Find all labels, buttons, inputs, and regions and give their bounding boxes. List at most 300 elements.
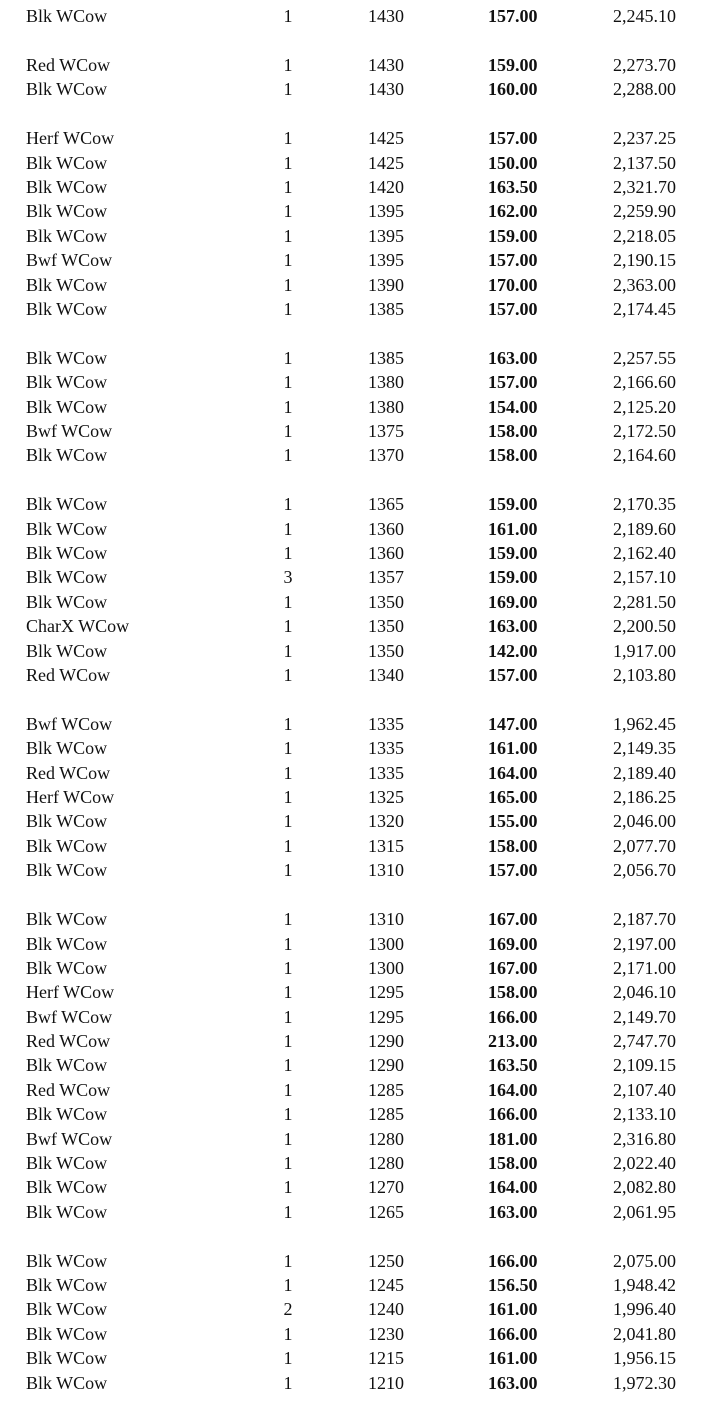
cattle-type: Blk WCow xyxy=(26,567,108,588)
table-row xyxy=(0,517,702,541)
weight: 1385 xyxy=(368,347,404,368)
price-per-cwt: 157.00 xyxy=(488,128,538,149)
sale-group xyxy=(0,712,702,883)
sale-group xyxy=(0,126,702,321)
weight: 1280 xyxy=(368,1128,404,1149)
weight: 1430 xyxy=(368,54,404,75)
weight: 1280 xyxy=(368,1153,404,1174)
head-count: 1 xyxy=(283,787,293,808)
cattle-type: Blk WCow xyxy=(26,1348,108,1369)
table-row xyxy=(0,834,702,858)
price-per-cwt: 163.50 xyxy=(488,176,538,197)
table-row xyxy=(0,77,702,101)
cattle-type: Blk WCow xyxy=(26,6,108,26)
weight: 1425 xyxy=(368,128,404,149)
head-count: 1 xyxy=(283,445,293,466)
cattle-type: Herf WCow xyxy=(26,982,115,1003)
table-row xyxy=(0,541,702,565)
total-amount: 2,103.80 xyxy=(613,664,676,685)
total-amount: 2,041.80 xyxy=(613,1323,676,1344)
cattle-type: Blk WCow xyxy=(26,1250,108,1271)
head-count: 1 xyxy=(283,860,293,881)
cattle-type: Blk WCow xyxy=(26,591,108,612)
table-row xyxy=(0,53,702,77)
total-amount: 1,956.15 xyxy=(613,1348,676,1369)
cattle-type: Bwf WCow xyxy=(26,1128,113,1149)
table-row xyxy=(0,1053,702,1077)
cattle-type: Blk WCow xyxy=(26,640,108,661)
total-amount: 2,077.70 xyxy=(613,835,676,856)
table-row xyxy=(0,395,702,419)
cattle-type: Red WCow xyxy=(26,1031,111,1052)
total-amount: 2,157.10 xyxy=(613,567,676,588)
price-per-cwt: 161.00 xyxy=(488,518,538,539)
sale-group xyxy=(0,53,702,102)
weight: 1250 xyxy=(368,1250,404,1271)
head-count: 1 xyxy=(283,762,293,783)
weight: 1365 xyxy=(368,494,404,515)
total-amount: 2,166.60 xyxy=(613,372,676,393)
price-per-cwt: 181.00 xyxy=(488,1128,538,1149)
table-row xyxy=(0,419,702,443)
weight: 1245 xyxy=(368,1275,404,1296)
total-amount: 1,948.42 xyxy=(613,1275,676,1296)
weight: 1395 xyxy=(368,250,404,271)
table-row xyxy=(0,980,702,1004)
price-per-cwt: 164.00 xyxy=(488,1079,538,1100)
weight: 1215 xyxy=(368,1348,404,1369)
head-count: 1 xyxy=(283,1128,293,1149)
head-count: 1 xyxy=(283,811,293,832)
table-row xyxy=(0,1102,702,1126)
weight: 1265 xyxy=(368,1201,404,1222)
weight: 1360 xyxy=(368,543,404,564)
weight: 1290 xyxy=(368,1055,404,1076)
table-row xyxy=(0,761,702,785)
head-count: 1 xyxy=(283,420,293,441)
total-amount: 2,747.70 xyxy=(613,1031,676,1052)
weight: 1340 xyxy=(368,664,404,685)
cattle-type: Blk WCow xyxy=(26,372,108,393)
weight: 1425 xyxy=(368,152,404,173)
head-count: 1 xyxy=(283,152,293,173)
table-row xyxy=(0,297,702,321)
total-amount: 2,321.70 xyxy=(613,176,676,197)
cattle-type: Red WCow xyxy=(26,1079,111,1100)
cattle-type: Blk WCow xyxy=(26,835,108,856)
price-per-cwt: 162.00 xyxy=(488,201,538,222)
cattle-type: Blk WCow xyxy=(26,1372,108,1393)
table-row xyxy=(0,4,702,28)
total-amount: 2,257.55 xyxy=(613,347,676,368)
table-row xyxy=(0,370,702,394)
head-count: 1 xyxy=(283,1348,293,1369)
table-row xyxy=(0,590,702,614)
table-row xyxy=(0,932,702,956)
total-amount: 2,197.00 xyxy=(613,933,676,954)
head-count: 1 xyxy=(283,640,293,661)
price-per-cwt: 159.00 xyxy=(488,494,538,515)
total-amount: 2,061.95 xyxy=(613,1201,676,1222)
price-per-cwt: 163.00 xyxy=(488,347,538,368)
cattle-type: CharX WCow xyxy=(26,616,130,637)
head-count: 1 xyxy=(283,616,293,637)
cattle-type: Blk WCow xyxy=(26,494,108,515)
head-count: 1 xyxy=(283,396,293,417)
weight: 1370 xyxy=(368,445,404,466)
table-row xyxy=(0,1249,702,1273)
cattle-type: Blk WCow xyxy=(26,274,108,295)
total-amount: 2,189.60 xyxy=(613,518,676,539)
total-amount: 2,107.40 xyxy=(613,1079,676,1100)
head-count: 1 xyxy=(283,1372,293,1393)
price-per-cwt: 169.00 xyxy=(488,591,538,612)
weight: 1350 xyxy=(368,640,404,661)
table-row xyxy=(0,1200,702,1224)
price-per-cwt: 158.00 xyxy=(488,1153,538,1174)
price-per-cwt: 161.00 xyxy=(488,1299,538,1320)
head-count: 1 xyxy=(283,54,293,75)
sale-group xyxy=(0,4,702,28)
head-count: 1 xyxy=(283,176,293,197)
price-per-cwt: 160.00 xyxy=(488,79,538,100)
cattle-type: Herf WCow xyxy=(26,787,115,808)
cattle-type: Blk WCow xyxy=(26,1275,108,1296)
cattle-type: Blk WCow xyxy=(26,201,108,222)
cattle-type: Blk WCow xyxy=(26,1153,108,1174)
cattle-type: Blk WCow xyxy=(26,298,108,319)
table-row xyxy=(0,1005,702,1029)
head-count: 3 xyxy=(283,567,293,588)
weight: 1360 xyxy=(368,518,404,539)
price-per-cwt: 156.50 xyxy=(488,1275,538,1296)
price-per-cwt: 213.00 xyxy=(488,1031,538,1052)
weight: 1430 xyxy=(368,6,404,26)
total-amount: 2,189.40 xyxy=(613,762,676,783)
head-count: 1 xyxy=(283,543,293,564)
cattle-type: Blk WCow xyxy=(26,176,108,197)
table-row xyxy=(0,565,702,589)
price-per-cwt: 158.00 xyxy=(488,835,538,856)
price-per-cwt: 164.00 xyxy=(488,1177,538,1198)
price-per-cwt: 157.00 xyxy=(488,6,538,26)
price-per-cwt: 142.00 xyxy=(488,640,538,661)
total-amount: 2,171.00 xyxy=(613,957,676,978)
total-amount: 2,288.00 xyxy=(613,79,676,100)
sale-group xyxy=(0,907,702,1224)
price-per-cwt: 159.00 xyxy=(488,567,538,588)
cattle-type: Blk WCow xyxy=(26,957,108,978)
sale-group xyxy=(0,1249,702,1395)
table-row xyxy=(0,614,702,638)
head-count: 1 xyxy=(283,1006,293,1027)
cattle-type: Blk WCow xyxy=(26,933,108,954)
price-per-cwt: 169.00 xyxy=(488,933,538,954)
total-amount: 2,170.35 xyxy=(613,494,676,515)
table-row xyxy=(0,712,702,736)
weight: 1390 xyxy=(368,274,404,295)
total-amount: 2,190.15 xyxy=(613,250,676,271)
table-row xyxy=(0,492,702,516)
weight: 1350 xyxy=(368,591,404,612)
weight: 1380 xyxy=(368,372,404,393)
cattle-type: Red WCow xyxy=(26,762,111,783)
price-per-cwt: 166.00 xyxy=(488,1250,538,1271)
table-row xyxy=(0,224,702,248)
total-amount: 1,917.00 xyxy=(613,640,676,661)
total-amount: 2,164.60 xyxy=(613,445,676,466)
head-count: 1 xyxy=(283,738,293,759)
head-count: 1 xyxy=(283,201,293,222)
price-per-cwt: 170.00 xyxy=(488,274,538,295)
table-row xyxy=(0,663,702,687)
head-count: 1 xyxy=(283,6,293,26)
head-count: 1 xyxy=(283,933,293,954)
cattle-type: Bwf WCow xyxy=(26,250,113,271)
price-per-cwt: 165.00 xyxy=(488,787,538,808)
head-count: 1 xyxy=(283,1031,293,1052)
head-count: 1 xyxy=(283,225,293,246)
weight: 1295 xyxy=(368,1006,404,1027)
cattle-type: Blk WCow xyxy=(26,79,108,100)
cattle-type: Blk WCow xyxy=(26,1201,108,1222)
total-amount: 2,237.25 xyxy=(613,128,676,149)
cattle-type: Blk WCow xyxy=(26,1323,108,1344)
cattle-type: Blk WCow xyxy=(26,1055,108,1076)
total-amount: 2,046.10 xyxy=(613,982,676,1003)
price-per-cwt: 147.00 xyxy=(488,713,538,734)
total-amount: 2,186.25 xyxy=(613,787,676,808)
head-count: 1 xyxy=(283,298,293,319)
head-count: 1 xyxy=(283,128,293,149)
weight: 1310 xyxy=(368,860,404,881)
head-count: 1 xyxy=(283,347,293,368)
cattle-type: Blk WCow xyxy=(26,152,108,173)
total-amount: 2,125.20 xyxy=(613,396,676,417)
total-amount: 2,218.05 xyxy=(613,225,676,246)
head-count: 1 xyxy=(283,1201,293,1222)
head-count: 1 xyxy=(283,664,293,685)
head-count: 1 xyxy=(283,372,293,393)
table-row xyxy=(0,126,702,150)
cattle-type: Herf WCow xyxy=(26,128,115,149)
cattle-type: Blk WCow xyxy=(26,1299,108,1320)
cattle-type: Blk WCow xyxy=(26,860,108,881)
table-row xyxy=(0,858,702,882)
total-amount: 2,162.40 xyxy=(613,543,676,564)
head-count: 1 xyxy=(283,1323,293,1344)
weight: 1230 xyxy=(368,1323,404,1344)
total-amount: 2,245.10 xyxy=(613,6,676,26)
table-row xyxy=(0,1297,702,1321)
head-count: 1 xyxy=(283,957,293,978)
table-row xyxy=(0,907,702,931)
head-count: 2 xyxy=(283,1299,293,1320)
head-count: 1 xyxy=(283,835,293,856)
table-row xyxy=(0,151,702,175)
weight: 1285 xyxy=(368,1104,404,1125)
price-per-cwt: 159.00 xyxy=(488,54,538,75)
price-per-cwt: 163.50 xyxy=(488,1055,538,1076)
price-per-cwt: 150.00 xyxy=(488,152,538,173)
head-count: 1 xyxy=(283,713,293,734)
cattle-type: Blk WCow xyxy=(26,811,108,832)
total-amount: 2,133.10 xyxy=(613,1104,676,1125)
table-row xyxy=(0,346,702,370)
cattle-type: Blk WCow xyxy=(26,1177,108,1198)
total-amount: 2,273.70 xyxy=(613,54,676,75)
head-count: 1 xyxy=(283,909,293,930)
weight: 1295 xyxy=(368,982,404,1003)
total-amount: 2,363.00 xyxy=(613,274,676,295)
price-per-cwt: 159.00 xyxy=(488,543,538,564)
head-count: 1 xyxy=(283,1177,293,1198)
head-count: 1 xyxy=(283,494,293,515)
price-per-cwt: 166.00 xyxy=(488,1006,538,1027)
price-per-cwt: 155.00 xyxy=(488,811,538,832)
price-per-cwt: 158.00 xyxy=(488,982,538,1003)
weight: 1430 xyxy=(368,79,404,100)
table-row xyxy=(0,809,702,833)
cattle-type: Blk WCow xyxy=(26,518,108,539)
cattle-type: Blk WCow xyxy=(26,445,108,466)
total-amount: 2,281.50 xyxy=(613,591,676,612)
cattle-type: Bwf WCow xyxy=(26,420,113,441)
cattle-type: Blk WCow xyxy=(26,543,108,564)
table-row xyxy=(0,1371,702,1395)
cattle-type: Blk WCow xyxy=(26,347,108,368)
head-count: 1 xyxy=(283,79,293,100)
table-row xyxy=(0,248,702,272)
head-count: 1 xyxy=(283,518,293,539)
price-per-cwt: 157.00 xyxy=(488,298,538,319)
total-amount: 2,056.70 xyxy=(613,860,676,881)
table-row xyxy=(0,1151,702,1175)
sale-group xyxy=(0,492,702,687)
weight: 1350 xyxy=(368,616,404,637)
weight: 1375 xyxy=(368,420,404,441)
head-count: 1 xyxy=(283,982,293,1003)
table-row xyxy=(0,1346,702,1370)
cattle-type: Blk WCow xyxy=(26,1104,108,1125)
price-per-cwt: 158.00 xyxy=(488,420,538,441)
total-amount: 2,174.45 xyxy=(613,298,676,319)
price-per-cwt: 166.00 xyxy=(488,1323,538,1344)
weight: 1310 xyxy=(368,909,404,930)
weight: 1320 xyxy=(368,811,404,832)
weight: 1325 xyxy=(368,787,404,808)
weight: 1335 xyxy=(368,738,404,759)
table-row xyxy=(0,736,702,760)
weight: 1380 xyxy=(368,396,404,417)
cattle-type: Blk WCow xyxy=(26,396,108,417)
table-row xyxy=(0,1029,702,1053)
sales-results-sheet xyxy=(0,4,702,1420)
table-row xyxy=(0,956,702,980)
weight: 1240 xyxy=(368,1299,404,1320)
weight: 1285 xyxy=(368,1079,404,1100)
table-row xyxy=(0,199,702,223)
price-per-cwt: 159.00 xyxy=(488,225,538,246)
price-per-cwt: 161.00 xyxy=(488,1348,538,1369)
total-amount: 2,109.15 xyxy=(613,1055,676,1076)
head-count: 1 xyxy=(283,274,293,295)
weight: 1395 xyxy=(368,225,404,246)
price-per-cwt: 163.00 xyxy=(488,1201,538,1222)
price-per-cwt: 158.00 xyxy=(488,445,538,466)
total-amount: 2,082.80 xyxy=(613,1177,676,1198)
weight: 1357 xyxy=(368,567,404,588)
weight: 1335 xyxy=(368,713,404,734)
head-count: 1 xyxy=(283,591,293,612)
sale-group xyxy=(0,346,702,468)
total-amount: 2,200.50 xyxy=(613,616,676,637)
price-per-cwt: 164.00 xyxy=(488,762,538,783)
total-amount: 2,149.35 xyxy=(613,738,676,759)
price-per-cwt: 157.00 xyxy=(488,664,538,685)
head-count: 1 xyxy=(283,1153,293,1174)
weight: 1395 xyxy=(368,201,404,222)
table-row xyxy=(0,1273,702,1297)
weight: 1270 xyxy=(368,1177,404,1198)
weight: 1385 xyxy=(368,298,404,319)
head-count: 1 xyxy=(283,1079,293,1100)
price-per-cwt: 163.00 xyxy=(488,616,538,637)
price-per-cwt: 161.00 xyxy=(488,738,538,759)
table-row xyxy=(0,1078,702,1102)
total-amount: 2,046.00 xyxy=(613,811,676,832)
total-amount: 2,149.70 xyxy=(613,1006,676,1027)
total-amount: 2,187.70 xyxy=(613,909,676,930)
weight: 1315 xyxy=(368,835,404,856)
cattle-type: Red WCow xyxy=(26,54,111,75)
table-row xyxy=(0,639,702,663)
weight: 1300 xyxy=(368,957,404,978)
price-per-cwt: 157.00 xyxy=(488,250,538,271)
price-per-cwt: 163.00 xyxy=(488,1372,538,1393)
weight: 1335 xyxy=(368,762,404,783)
cattle-type: Blk WCow xyxy=(26,225,108,246)
total-amount: 2,259.90 xyxy=(613,201,676,222)
total-amount: 1,996.40 xyxy=(613,1299,676,1320)
price-per-cwt: 157.00 xyxy=(488,372,538,393)
price-per-cwt: 167.00 xyxy=(488,909,538,930)
total-amount: 2,022.40 xyxy=(613,1153,676,1174)
head-count: 1 xyxy=(283,250,293,271)
head-count: 1 xyxy=(283,1275,293,1296)
price-per-cwt: 167.00 xyxy=(488,957,538,978)
head-count: 1 xyxy=(283,1250,293,1271)
cattle-type: Blk WCow xyxy=(26,738,108,759)
total-amount: 1,972.30 xyxy=(613,1372,676,1393)
table-row xyxy=(0,1175,702,1199)
head-count: 1 xyxy=(283,1104,293,1125)
cattle-type: Blk WCow xyxy=(26,909,108,930)
total-amount: 2,075.00 xyxy=(613,1250,676,1271)
price-per-cwt: 157.00 xyxy=(488,860,538,881)
cattle-type: Red WCow xyxy=(26,664,111,685)
cattle-type: Bwf WCow xyxy=(26,713,113,734)
table-row xyxy=(0,785,702,809)
table-row xyxy=(0,1322,702,1346)
price-per-cwt: 154.00 xyxy=(488,396,538,417)
cattle-type: Bwf WCow xyxy=(26,1006,113,1027)
weight: 1210 xyxy=(368,1372,404,1393)
weight: 1290 xyxy=(368,1031,404,1052)
weight: 1300 xyxy=(368,933,404,954)
price-per-cwt: 166.00 xyxy=(488,1104,538,1125)
table-row xyxy=(0,273,702,297)
